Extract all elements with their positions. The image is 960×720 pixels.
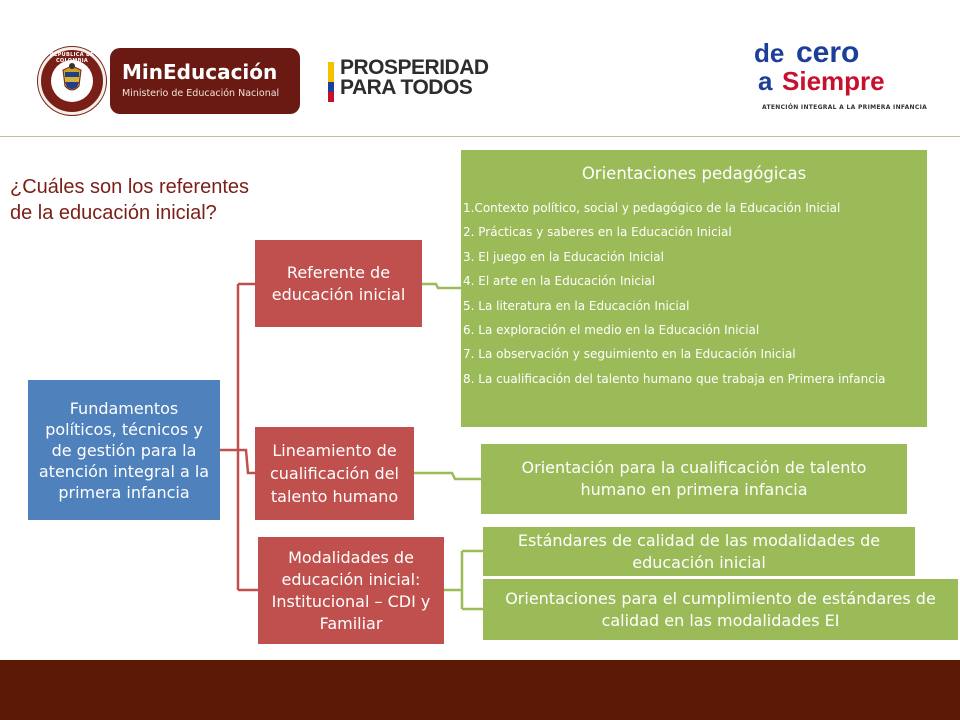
prosperidad-line1: PROSPERIDAD	[340, 56, 489, 79]
prosperidad-line2: PARA TODOS	[340, 76, 473, 99]
question-heading: ¿Cuáles son los referentes de la educación inicial?	[10, 176, 250, 224]
logo-subtitle: Ministerio de Educación Nacional	[122, 88, 280, 99]
list-item: 4. El arte en la Educación Inicial	[463, 274, 656, 289]
orientaciones-title: Orientaciones pedagógicas	[581, 164, 807, 183]
list-item: 6. La exploración el medio en la Educación Inicial	[463, 322, 760, 337]
list-item: 8. La cualificación del talento humano que trabaja en Primera infancia	[463, 371, 886, 386]
list-item: 3. El juego en la Educación Inicial	[463, 249, 664, 264]
branch-referente: Referente de educación inicial	[255, 240, 422, 327]
logo-word-cero: cero	[796, 36, 860, 69]
logo-tagline: ATENCIÓN INTEGRAL A LA PRIMERA INFANCIA	[762, 104, 928, 111]
orientaciones-list	[463, 196, 886, 391]
leaf-cualificacion: Orientación para la cualificación de talento humano en primera infancia	[481, 444, 907, 514]
logo-word-de: de	[754, 38, 785, 68]
orientaciones-panel	[461, 150, 927, 427]
root-node-fundamentos: Fundamentos políticos, técnicos y de gestión para la atención integral a la primera infancia	[28, 380, 220, 520]
branch-modalidades: Modalidades de educación inicial: Institucional – CDI y Familiar	[258, 537, 444, 644]
connector-orientaciones	[422, 284, 461, 288]
logo-word-a: a	[758, 66, 773, 96]
list-item: 7. La observación y seguimiento en la Educación Inicial	[463, 347, 796, 362]
list-item: 2. Prácticas y saberes en la Educación Inicial	[463, 225, 732, 240]
connector-lineamiento	[238, 450, 255, 473]
list-item: 5. La literatura en la Educación Inicial	[463, 298, 690, 313]
connector-cualificacion	[414, 473, 481, 479]
logo-title: MinEducación	[122, 60, 278, 84]
leaf-cumplimiento: Orientaciones para el cumplimiento de estándares de calidad en las modalidades EI	[483, 579, 958, 640]
branch-lineamiento: Lineamiento de cualificación del talento humano	[255, 427, 414, 520]
seal-text: REPÚBLICA DE COLOMBIA	[49, 52, 95, 64]
footer-bar	[0, 660, 960, 720]
logo-word-siempre: Siempre	[782, 66, 885, 96]
list-item: 1.Contexto político, social y pedagógico de la Educación Inicial	[463, 201, 841, 215]
leaf-estandares: Estándares de calidad de las modalidades de educación inicial	[483, 527, 915, 576]
